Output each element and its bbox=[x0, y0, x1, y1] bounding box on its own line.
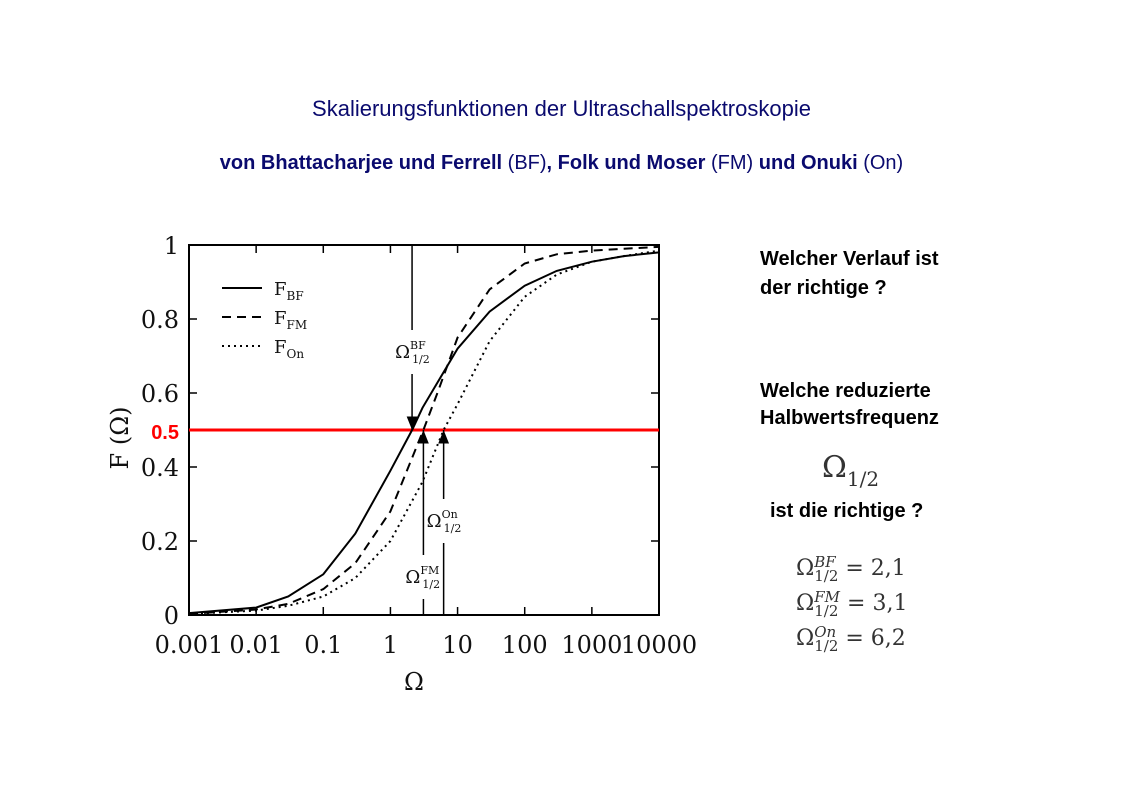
y-tick-label: 1 bbox=[163, 232, 179, 260]
answer-value: = 2,1 bbox=[838, 556, 906, 581]
annotation-bf: $\Omega^{BF}$ 1/2 bbox=[395, 339, 430, 366]
x-tick-label: 1 bbox=[382, 631, 399, 659]
y-tick-label: 0.4 bbox=[140, 454, 179, 482]
legend-label-fm: $F_{FM}$ bbox=[274, 308, 308, 332]
answer-fm bbox=[796, 590, 907, 618]
x-tick-label: 10 bbox=[442, 631, 473, 659]
question-frequency-line1: Welche reduzierte bbox=[760, 380, 931, 402]
answer-sub: 1/2 bbox=[814, 637, 839, 655]
question-frequency bbox=[760, 380, 939, 430]
omega-half-sub: 1/2 bbox=[846, 467, 880, 491]
answer-omega: Ω bbox=[796, 626, 815, 651]
answer-sup: On bbox=[814, 623, 837, 641]
half-value-label: 0.5 bbox=[151, 422, 179, 444]
question-curve bbox=[760, 248, 939, 300]
annotation-fm: $\Omega^{FM}$ 1/2 bbox=[405, 564, 441, 591]
question-curve-line2: der richtige ? bbox=[760, 277, 887, 299]
omega-half-symbol bbox=[822, 450, 880, 491]
answer-omega: Ω bbox=[796, 556, 815, 581]
x-axis-label: Ω bbox=[404, 668, 424, 696]
x-tick-label: 0.01 bbox=[229, 631, 283, 659]
y-tick-label: 0.6 bbox=[140, 380, 179, 408]
x-tick-label: 100 bbox=[501, 631, 548, 659]
question-correct: ist die richtige ? bbox=[770, 500, 924, 522]
answer-bf bbox=[796, 555, 906, 583]
answer-value: = 6,2 bbox=[838, 626, 906, 651]
y-tick-label: 0 bbox=[163, 602, 179, 630]
subtitle-part: und Onuki bbox=[753, 152, 864, 174]
y-axis-label: F (Ω) bbox=[106, 406, 134, 470]
subtitle-part: von Bhattacharjee und Ferrell bbox=[219, 152, 508, 174]
y-tick-label: 0.8 bbox=[140, 306, 179, 334]
answer-on bbox=[796, 625, 906, 653]
subtitle-part: , Folk und Moser bbox=[546, 152, 711, 174]
question-curve-line1: Welcher Verlauf ist bbox=[760, 248, 939, 270]
legend-label-bf: $F_{BF}$ bbox=[274, 279, 304, 303]
answer-sub: 1/2 bbox=[814, 602, 839, 620]
page-title: Skalierungsfunktionen der Ultraschallspektroskopie bbox=[312, 96, 811, 121]
x-tick-label: 0.001 bbox=[154, 631, 224, 659]
subtitle-part: (BF) bbox=[507, 152, 547, 174]
annotation-on: $\Omega^{On}$ 1/2 bbox=[426, 508, 462, 535]
question-frequency-line2: Halbwertsfrequenz bbox=[760, 407, 939, 429]
answer-omega: Ω bbox=[796, 591, 815, 616]
x-tick-label: 0.1 bbox=[304, 631, 343, 659]
subtitle-part: (FM) bbox=[711, 152, 754, 174]
x-tick-label: 10000 bbox=[620, 631, 698, 659]
subtitle-part: (On) bbox=[863, 152, 904, 174]
answer-sup: FM bbox=[814, 588, 841, 606]
answer-sup: BF bbox=[814, 553, 836, 571]
omega-half-main: Ω bbox=[822, 450, 847, 485]
answer-sub: 1/2 bbox=[814, 567, 839, 585]
legend-label-on: $F_{On}$ bbox=[274, 337, 305, 361]
x-tick-label: 1000 bbox=[561, 631, 623, 659]
answer-value: = 3,1 bbox=[840, 591, 908, 616]
y-tick-label: 0.2 bbox=[140, 528, 179, 556]
